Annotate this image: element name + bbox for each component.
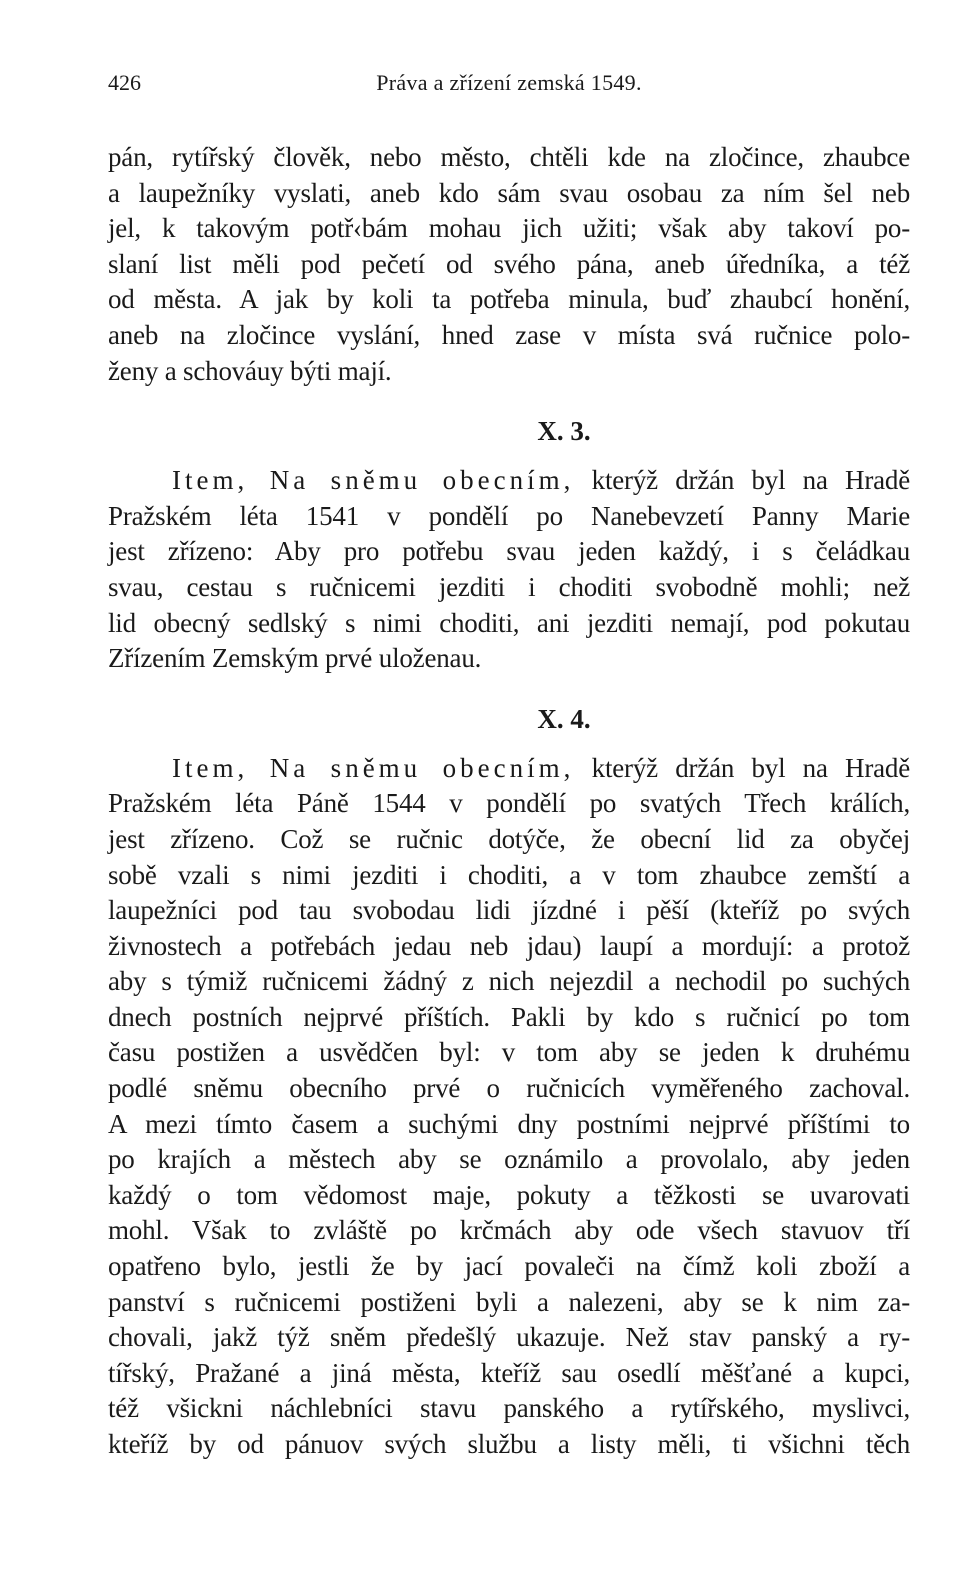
section-heading-x4: X. 4. — [537, 703, 591, 734]
text-line: ženy a schováuy býti mají. — [108, 355, 392, 386]
text-line: lid obecný sedlský s nimi choditi, ani jezditi nemají, pod pokutau — [108, 607, 910, 638]
text-line: aby s týmiž ručnicemi žádný z nich nejezdil a nechodil po suchých — [108, 966, 910, 997]
text-line: jest zřízeno: Aby pro potřebu svau jeden každý, i s čeládkau — [108, 536, 910, 567]
text-line: chovali, jakž týž sněm předešlý ukazuje. Než stav panský a ry- — [108, 1322, 910, 1353]
section-heading-x3: X. 3. — [537, 416, 591, 447]
section-x3-paragraph — [108, 463, 910, 677]
text-line: kteříž by od pánuov svých službu a listy měli, ti všichni těch — [108, 1429, 910, 1459]
text-line-first — [108, 463, 910, 499]
text-line: pán, rytířský člověk, nebo město, chtěli kde na zločince, zhaubce — [108, 142, 910, 172]
text-line: aneb na zločince vyslání, hned zase v místa svá ručnice polo- — [108, 319, 910, 350]
text-line: A mezi tímto časem a suchými dny postními nejprvé příštími to — [108, 1108, 910, 1139]
section-x4-paragraph — [108, 751, 910, 1463]
text-line: mohl. Však to zvláště po krčmách aby ode všech stavuov tří — [108, 1215, 910, 1246]
text-line: a laupežníky vyslati, aneb kdo sám svau osobau za ním šel neb — [108, 177, 910, 208]
body-text — [108, 140, 910, 1463]
running-title: Práva a zřízení zemská 1549. — [376, 70, 642, 95]
text-line: dnech postních nejprvé příštích. Pakli by kdo s ručnicí po tom — [108, 1001, 910, 1032]
text-line: svau, cestau s ručnicemi jezditi i choditi svobodně mohli; než — [108, 571, 910, 602]
text-line: každý o tom vědomost maje, pokuty a těžkosti se uvarovati — [108, 1179, 910, 1210]
paragraph-continuation — [108, 140, 910, 389]
text-line: Pražském léta Páně 1544 v pondělí po svatých Třech králích, — [108, 788, 910, 819]
page-number: 426 — [108, 70, 141, 95]
text-line: opatřeno bylo, jestli že by jací povaleči na čímž koli zboží a — [108, 1251, 910, 1282]
text-line: od města. A jak by koli ta potřeba minula, buď zhaubcí honění, — [108, 284, 910, 315]
text-line: též všickni náchlebníci stavu panského a rytířského, myslivci, — [108, 1393, 910, 1424]
lead-rest: kterýž držán byl na Hradě — [574, 465, 910, 496]
text-line: Pražském léta 1541 v pondělí po Nanebevzetí Panny Marie — [108, 500, 910, 531]
text-line: slaní list měli pod pečetí od svého pána, aneb úředníka, a též — [108, 248, 910, 279]
page-header — [108, 70, 910, 106]
text-line: času postižen a usvědčen byl: v tom aby se jeden k druhému — [108, 1037, 910, 1068]
text-line: panství s ručnicemi postiženi byli a nalezeni, aby se k nim za- — [108, 1286, 910, 1317]
text-line: živnostech a potřebách jedau neb jdau) laupí a mordují: a protož — [108, 930, 910, 961]
spaced-lead: Item, Na sněmu obecním, — [172, 465, 575, 496]
text-line: laupežníci pod tau svobodau lidi jízdné i pěší (kteříž po svých — [108, 895, 910, 926]
text-line: Zřízením Zemským prvé uloženau. — [108, 643, 482, 674]
text-line: jest zřízeno. Což se ručnic dotýče, že obecní lid za obyčej — [108, 823, 910, 854]
text-line: jel, k takovým potř‹bám mohau jich užiti; však aby takoví po- — [108, 213, 910, 244]
text-line: sobě vzali s nimi jezditi i choditi, a v tom zhaubce zemští a — [108, 859, 910, 890]
spaced-lead: Item, Na sněmu obecním, — [172, 752, 575, 783]
text-line-first — [108, 751, 910, 787]
text-line: tířský, Pražané a jiná města, kteříž sau osedlí měšťané a kupci, — [108, 1357, 910, 1388]
lead-rest: kterýž držán byl na Hradě — [574, 752, 910, 783]
text-line: po krajích a městech aby se oznámilo a provolalo, aby jeden — [108, 1144, 910, 1175]
text-line: podlé sněmu obecního prvé o ručnicích vyměřeného zachoval. — [108, 1073, 910, 1104]
